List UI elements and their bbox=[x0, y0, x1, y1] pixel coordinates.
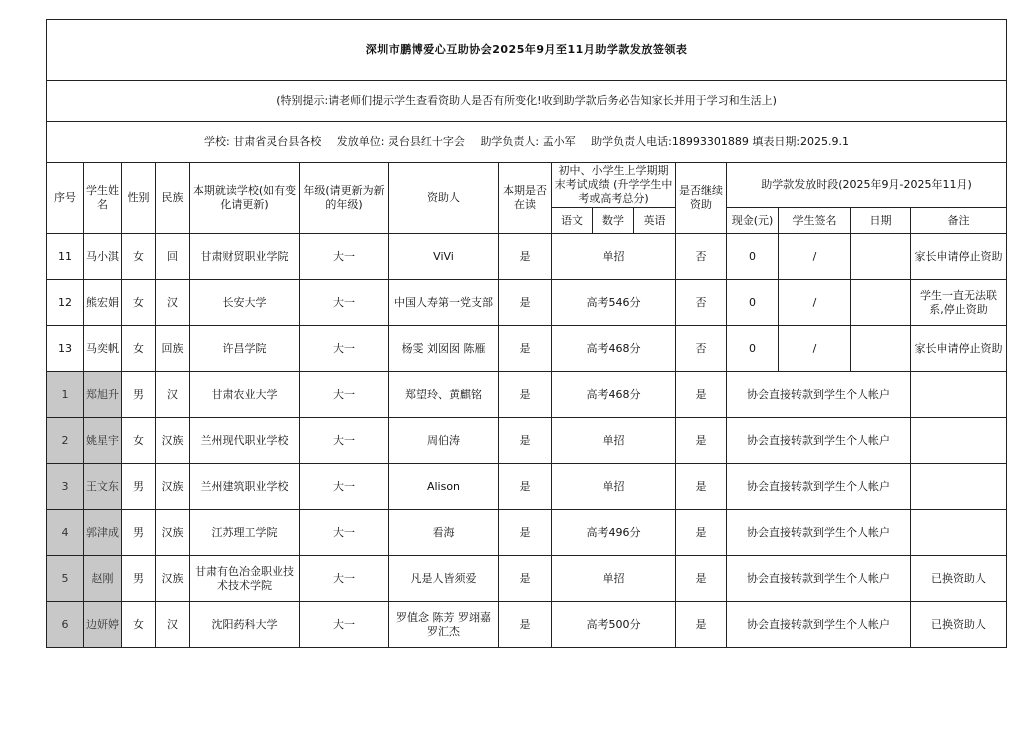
meta-phone-date: 助学负责人电话:18993301889 填表日期:2025.9.1 bbox=[591, 135, 850, 149]
row-enrolled: 是 bbox=[499, 602, 552, 648]
row-cash: 0 bbox=[727, 326, 779, 372]
row-sponsor: 周伯涛 bbox=[389, 418, 499, 464]
row-school: 兰州现代职业学校 bbox=[190, 418, 300, 464]
header-name: 学生姓名 bbox=[84, 163, 122, 234]
header-sponsor: 资助人 bbox=[389, 163, 499, 234]
row-school: 长安大学 bbox=[190, 280, 300, 326]
row-signature: / bbox=[779, 234, 851, 280]
row-enrolled: 是 bbox=[499, 326, 552, 372]
form-title: 深圳市鹏博爱心互助协会2025年9月至11月助学款发放签领表 bbox=[47, 20, 1007, 81]
table-row bbox=[47, 234, 1007, 280]
row-date bbox=[851, 234, 911, 280]
row-school: 兰州建筑职业学校 bbox=[190, 464, 300, 510]
table-row bbox=[47, 556, 1007, 602]
row-grade: 大一 bbox=[300, 234, 389, 280]
row-grade: 大一 bbox=[300, 418, 389, 464]
row-ethnicity: 汉族 bbox=[156, 556, 190, 602]
header-date: 日期 bbox=[851, 208, 911, 234]
row-name: 郭津成 bbox=[84, 510, 122, 556]
header-seq: 序号 bbox=[47, 163, 84, 234]
row-continue: 是 bbox=[676, 602, 727, 648]
row-date bbox=[851, 326, 911, 372]
header-math: 数学 bbox=[593, 208, 634, 234]
row-ethnicity: 汉 bbox=[156, 372, 190, 418]
meta-school: 学校: 甘肃省灵台县各校 bbox=[204, 135, 322, 149]
header-grade: 年级(请更新为新的年级) bbox=[300, 163, 389, 234]
row-remark: 学生一直无法联系,停止资助 bbox=[911, 280, 1007, 326]
header-remark: 备注 bbox=[911, 208, 1007, 234]
row-ethnicity: 汉 bbox=[156, 602, 190, 648]
header-continue: 是否继续资助 bbox=[676, 163, 727, 234]
row-sponsor: ViVi bbox=[389, 234, 499, 280]
header-signature: 学生签名 bbox=[779, 208, 851, 234]
row-sponsor: 凡是人皆须爱 bbox=[389, 556, 499, 602]
row-sponsor: 看海 bbox=[389, 510, 499, 556]
row-enrolled: 是 bbox=[499, 372, 552, 418]
row-enrolled: 是 bbox=[499, 280, 552, 326]
row-gender: 女 bbox=[122, 326, 156, 372]
special-notice: (特别提示:请老师们提示学生查看资助人是否有所变化!收到助学款后务必告知家长并用于学习和生活上) bbox=[47, 81, 1007, 122]
signature-form bbox=[46, 19, 1006, 648]
row-grade: 大一 bbox=[300, 556, 389, 602]
row-cash: 0 bbox=[727, 280, 779, 326]
row-name: 边妍婷 bbox=[84, 602, 122, 648]
meta-issuer: 发放单位: 灵台县红十字会 bbox=[336, 135, 465, 149]
row-gender: 男 bbox=[122, 372, 156, 418]
row-gender: 男 bbox=[122, 556, 156, 602]
row-continue: 是 bbox=[676, 556, 727, 602]
row-cash: 0 bbox=[727, 234, 779, 280]
form-meta bbox=[47, 122, 1007, 163]
row-score: 高考468分 bbox=[552, 326, 676, 372]
row-seq: 11 bbox=[47, 234, 84, 280]
row-score: 单招 bbox=[552, 464, 676, 510]
row-score: 高考496分 bbox=[552, 510, 676, 556]
header-gender: 性别 bbox=[122, 163, 156, 234]
header-chinese: 语文 bbox=[552, 208, 593, 234]
header-english: 英语 bbox=[634, 208, 676, 234]
row-payment-method: 协会直接转款到学生个人帐户 bbox=[727, 418, 911, 464]
table-row bbox=[47, 280, 1007, 326]
row-ethnicity: 汉族 bbox=[156, 464, 190, 510]
row-seq: 6 bbox=[47, 602, 84, 648]
row-name: 郑旭升 bbox=[84, 372, 122, 418]
header-period: 助学款发放时段(2025年9月-2025年11月) bbox=[727, 163, 1007, 208]
row-date bbox=[851, 280, 911, 326]
aid-table bbox=[46, 19, 1007, 648]
row-seq: 3 bbox=[47, 464, 84, 510]
row-remark bbox=[911, 510, 1007, 556]
row-gender: 男 bbox=[122, 510, 156, 556]
row-score: 高考546分 bbox=[552, 280, 676, 326]
row-continue: 否 bbox=[676, 280, 727, 326]
row-seq: 5 bbox=[47, 556, 84, 602]
row-score: 高考500分 bbox=[552, 602, 676, 648]
row-score: 单招 bbox=[552, 418, 676, 464]
row-remark: 家长申请停止资助 bbox=[911, 326, 1007, 372]
row-seq: 13 bbox=[47, 326, 84, 372]
header-enrolled: 本期是否在读 bbox=[499, 163, 552, 234]
header-school: 本期就读学校(如有变化请更新) bbox=[190, 163, 300, 234]
row-gender: 男 bbox=[122, 464, 156, 510]
row-enrolled: 是 bbox=[499, 510, 552, 556]
row-name: 马奕帆 bbox=[84, 326, 122, 372]
row-continue: 是 bbox=[676, 372, 727, 418]
row-continue: 是 bbox=[676, 464, 727, 510]
row-remark bbox=[911, 418, 1007, 464]
row-sponsor: 中国人寿第一党支部 bbox=[389, 280, 499, 326]
row-ethnicity: 回 bbox=[156, 234, 190, 280]
row-grade: 大一 bbox=[300, 372, 389, 418]
table-row bbox=[47, 372, 1007, 418]
header-cash: 现金(元) bbox=[727, 208, 779, 234]
row-gender: 女 bbox=[122, 602, 156, 648]
row-continue: 是 bbox=[676, 510, 727, 556]
row-continue: 否 bbox=[676, 326, 727, 372]
row-payment-method: 协会直接转款到学生个人帐户 bbox=[727, 372, 911, 418]
row-school: 甘肃农业大学 bbox=[190, 372, 300, 418]
header-scores: 初中、小学生上学期期末考试成绩 (升学学生中考或高考总分) bbox=[552, 163, 676, 208]
row-payment-method: 协会直接转款到学生个人帐户 bbox=[727, 556, 911, 602]
row-payment-method: 协会直接转款到学生个人帐户 bbox=[727, 602, 911, 648]
row-payment-method: 协会直接转款到学生个人帐户 bbox=[727, 464, 911, 510]
row-gender: 女 bbox=[122, 280, 156, 326]
row-seq: 2 bbox=[47, 418, 84, 464]
row-ethnicity: 汉 bbox=[156, 280, 190, 326]
row-signature: / bbox=[779, 326, 851, 372]
row-seq: 4 bbox=[47, 510, 84, 556]
row-sponsor: Alison bbox=[389, 464, 499, 510]
row-enrolled: 是 bbox=[499, 464, 552, 510]
row-sponsor: 郑望玲、黄麒铭 bbox=[389, 372, 499, 418]
row-name: 姚星宇 bbox=[84, 418, 122, 464]
row-grade: 大一 bbox=[300, 464, 389, 510]
row-enrolled: 是 bbox=[499, 556, 552, 602]
table-row bbox=[47, 602, 1007, 648]
row-name: 马小淇 bbox=[84, 234, 122, 280]
header-ethnicity: 民族 bbox=[156, 163, 190, 234]
row-score: 单招 bbox=[552, 234, 676, 280]
row-grade: 大一 bbox=[300, 326, 389, 372]
row-name: 王文东 bbox=[84, 464, 122, 510]
row-continue: 否 bbox=[676, 234, 727, 280]
row-ethnicity: 汉族 bbox=[156, 510, 190, 556]
row-remark bbox=[911, 464, 1007, 510]
row-grade: 大一 bbox=[300, 602, 389, 648]
row-school: 许昌学院 bbox=[190, 326, 300, 372]
row-grade: 大一 bbox=[300, 510, 389, 556]
table-row bbox=[47, 510, 1007, 556]
row-score: 高考468分 bbox=[552, 372, 676, 418]
row-school: 江苏理工学院 bbox=[190, 510, 300, 556]
row-gender: 女 bbox=[122, 418, 156, 464]
table-row bbox=[47, 418, 1007, 464]
row-enrolled: 是 bbox=[499, 234, 552, 280]
row-continue: 是 bbox=[676, 418, 727, 464]
meta-manager: 助学负责人: 孟小军 bbox=[480, 135, 576, 149]
row-ethnicity: 回族 bbox=[156, 326, 190, 372]
row-ethnicity: 汉族 bbox=[156, 418, 190, 464]
row-enrolled: 是 bbox=[499, 418, 552, 464]
row-remark: 已换资助人 bbox=[911, 602, 1007, 648]
row-grade: 大一 bbox=[300, 280, 389, 326]
row-signature: / bbox=[779, 280, 851, 326]
row-seq: 1 bbox=[47, 372, 84, 418]
row-school: 沈阳药科大学 bbox=[190, 602, 300, 648]
table-row bbox=[47, 326, 1007, 372]
row-sponsor: 杨雯 刘囡囡 陈雁 bbox=[389, 326, 499, 372]
row-sponsor: 罗值念 陈芳 罗翊嘉 罗汇杰 bbox=[389, 602, 499, 648]
row-gender: 女 bbox=[122, 234, 156, 280]
row-school: 甘肃有色冶金职业技术技术学院 bbox=[190, 556, 300, 602]
row-remark: 家长申请停止资助 bbox=[911, 234, 1007, 280]
row-school: 甘肃财贸职业学院 bbox=[190, 234, 300, 280]
row-remark bbox=[911, 372, 1007, 418]
row-score: 单招 bbox=[552, 556, 676, 602]
row-name: 赵刚 bbox=[84, 556, 122, 602]
row-remark: 已换资助人 bbox=[911, 556, 1007, 602]
row-payment-method: 协会直接转款到学生个人帐户 bbox=[727, 510, 911, 556]
row-seq: 12 bbox=[47, 280, 84, 326]
table-row bbox=[47, 464, 1007, 510]
row-name: 熊宏娟 bbox=[84, 280, 122, 326]
